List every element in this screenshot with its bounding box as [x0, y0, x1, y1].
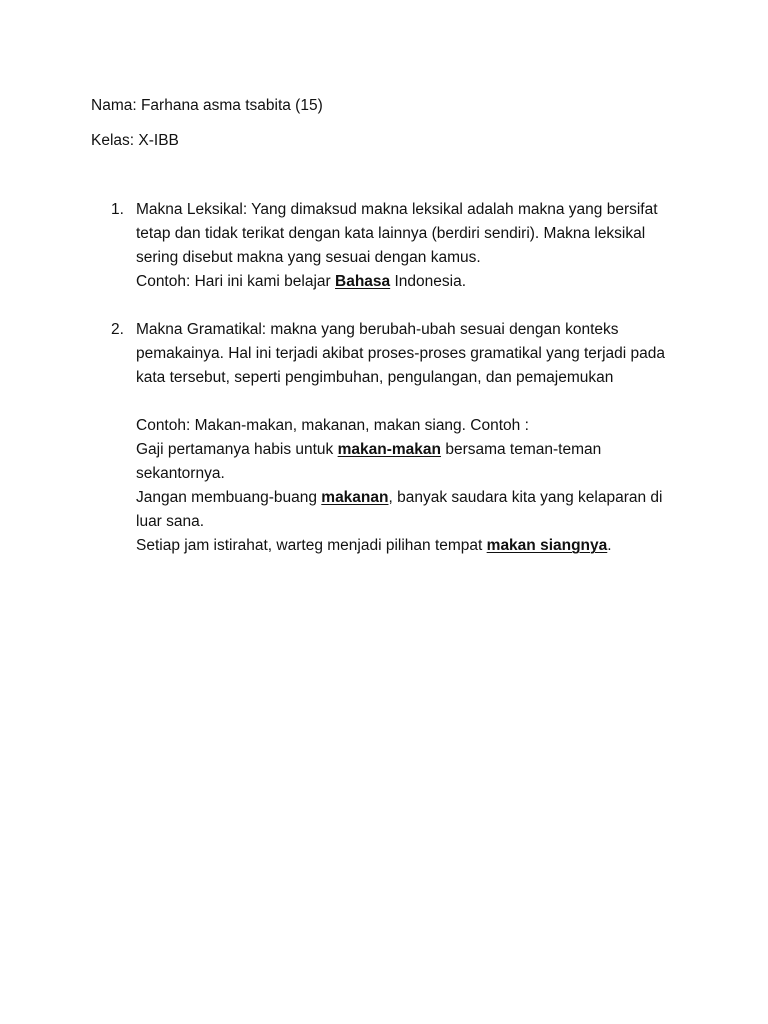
list-item-body — [136, 318, 686, 558]
example-suffix: Indonesia. — [390, 273, 467, 290]
underlined-word: makan siangnya — [486, 537, 608, 554]
example-suffix: , banyak saudara kita yang kelaparan di luar sana. — [136, 489, 663, 530]
underlined-word: makan-makan — [337, 441, 442, 458]
paragraph-gap — [136, 390, 686, 414]
example-prefix: Jangan membuang-buang — [136, 489, 322, 506]
student-name-line: Nama: Farhana asma tsabita (15) — [91, 97, 323, 114]
example-sentence-3 — [136, 534, 686, 558]
list-item-gramatikal — [111, 318, 686, 558]
answer-list — [111, 198, 686, 558]
example-prefix: Setiap jam istirahat, warteg menjadi pilihan tempat — [136, 537, 487, 554]
definition-text: Makna Leksikal: Yang dimaksud makna leksikal adalah makna yang bersifat tetap dan tidak terikat dengan kata lainnya (berdiri sendiri). Makna leksikal sering disebut makna yang sesuai dengan kamus. — [136, 201, 658, 266]
example-prefix: Contoh: Hari ini kami belajar — [136, 273, 336, 290]
list-item-number: 2. — [111, 321, 124, 338]
list-item-leksikal — [111, 198, 686, 294]
example-suffix: bersama teman-teman sekantornya. — [136, 441, 602, 482]
example-sentence-1 — [136, 438, 686, 486]
example-prefix: Gaji pertamanya habis untuk — [136, 441, 338, 458]
definition-text: Makna Gramatikal: makna yang berubah-ubah sesuai dengan konteks pemakainya. Hal ini terjadi akibat proses-proses gramatikal yang terjadi pada kata tersebut, seperti pengimbuhan, pengulangan, dan pemajemukan — [136, 321, 665, 386]
list-item-number: 1. — [111, 201, 124, 218]
example-sentence-2 — [136, 486, 686, 534]
example-sentence — [136, 270, 686, 294]
example-suffix: . — [607, 537, 612, 554]
student-class-line: Kelas: X-IBB — [91, 132, 179, 149]
example-intro: Contoh: Makan-makan, makanan, makan siang. Contoh : — [136, 417, 529, 434]
underlined-word: Bahasa — [335, 273, 391, 290]
list-item-body — [136, 198, 686, 294]
underlined-word: makanan — [321, 489, 389, 506]
